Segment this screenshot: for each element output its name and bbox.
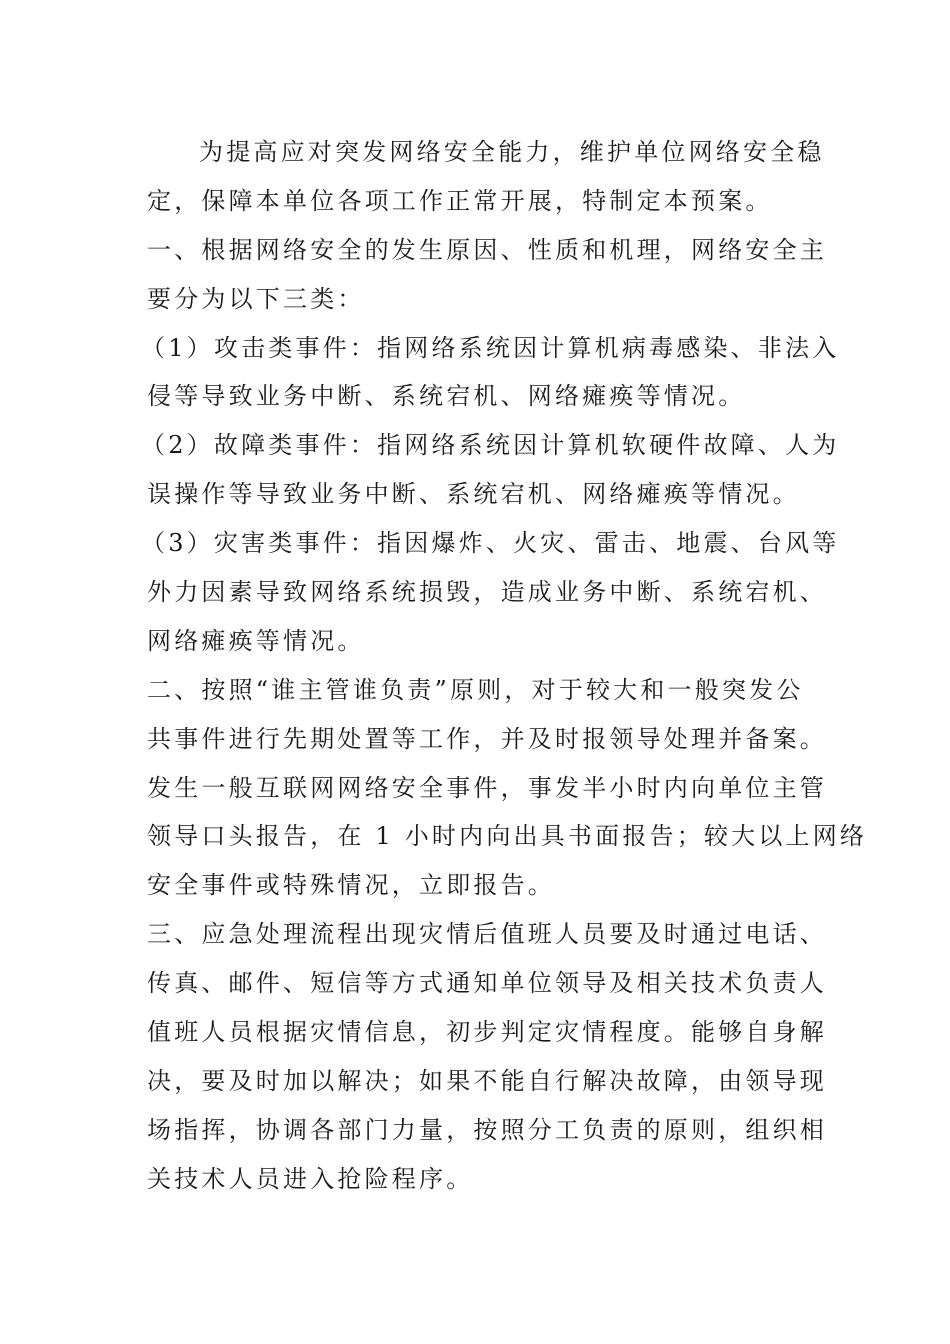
text-line: 侵等导致业务中断、系统宕机、网络瘫痪等情况。 xyxy=(147,382,746,411)
text-line: （3）灾害类事件：指因爆炸、火灾、雷击、地震、台风等 xyxy=(141,529,840,558)
paragraph-section-2 xyxy=(147,666,868,910)
text-line: （2）故障类事件：指网络系统因计算机软硬件故障、人为 xyxy=(141,431,840,460)
text-line: 安全事件或特殊情况，立即报告。 xyxy=(147,871,555,900)
text-line: 误操作等导致业务中断、系统宕机、网络瘫痪等情况。 xyxy=(147,480,800,509)
paragraph-intro xyxy=(147,128,825,226)
text-line: 定，保障本单位各项工作正常开展，特制定本预案。 xyxy=(147,186,773,215)
text-line: 关技术人员进入抢险程序。 xyxy=(147,1164,474,1193)
text-line: 场指挥，协调各部门力量，按照分工负责的原则，组织相 xyxy=(147,1115,827,1144)
text-line: 外力因素导致网络系统损毁，造成业务中断、系统宕机、 xyxy=(147,578,827,607)
text-line: 传真、邮件、短信等方式通知单位领导及相关技术负责人 xyxy=(147,969,827,998)
text-line: 决，要及时加以解决；如果不能自行解决故障，由领导现 xyxy=(147,1066,827,1095)
paragraph-item-1 xyxy=(141,324,840,422)
text-line: 共事件进行先期处置等工作，并及时报领导处理并备案。 xyxy=(147,724,827,753)
text-line: 网络瘫痪等情况。 xyxy=(147,626,365,655)
text-line: 为提高应对突发网络安全能力，维护单位网络安全稳 xyxy=(199,138,825,166)
paragraph-item-3 xyxy=(141,519,840,666)
text-line: 要分为以下三类： xyxy=(147,284,365,313)
document-body xyxy=(141,128,868,1204)
text-line: （1）攻击类事件：指网络系统因计算机病毒感染、非法入 xyxy=(141,333,840,362)
text-line: 二、按照“谁主管谁负责”原则，对于较大和一般突发公 xyxy=(147,675,804,704)
text-line: 一、根据网络安全的发生原因、性质和机理，网络安全主 xyxy=(147,235,827,264)
text-line: 发生一般互联网网络安全事件，事发半小时内向单位主管 xyxy=(147,773,827,802)
text-line: 领导口头报告，在 1 小时内向出具书面报告；较大以上网络 xyxy=(147,822,868,851)
text-line: 值班人员根据灾情信息，初步判定灾情程度。能够自身解 xyxy=(147,1018,827,1047)
paragraph-section-3 xyxy=(147,910,827,1203)
text-line: 三、应急处理流程出现灾情后值班人员要及时通过电话、 xyxy=(147,920,827,949)
paragraph-section-1 xyxy=(147,226,827,324)
paragraph-item-2 xyxy=(141,421,840,519)
